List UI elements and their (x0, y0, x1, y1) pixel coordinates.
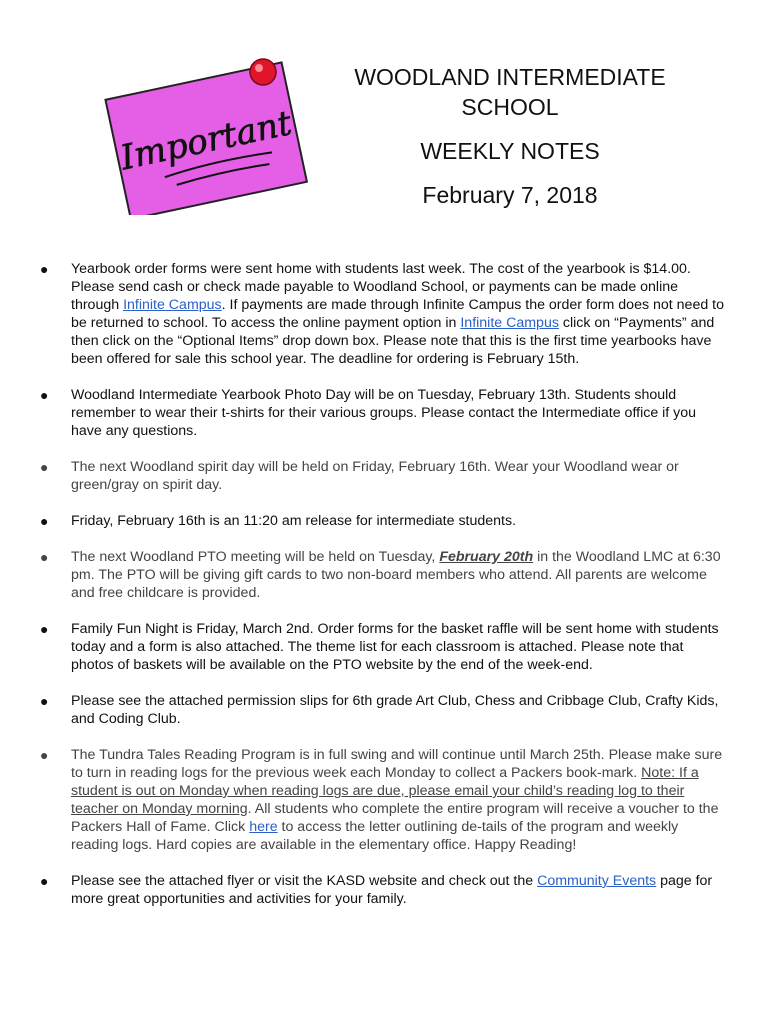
reading-text-1: The Tundra Tales Reading Program is in full swing and will continue until March 25th. Please make sure to turn in reading logs for the previous week each Monday to collect a Packers book-mark. (71, 747, 723, 781)
release-text: Friday, February 16th is an 11:20 am release for intermediate students. (71, 513, 517, 529)
bullet-icon: ● (40, 873, 49, 889)
school-name-line2: SCHOOL (461, 94, 559, 120)
pto-text-1: The next Woodland PTO meeting will be held on Tuesday, (71, 549, 440, 565)
reading-text-3: to access the letter outlining de-tails of the program and weekly reading logs. Hard copies are available in the elementary office. Happy Reading! (71, 819, 679, 853)
community-events-link[interactable]: Community Events (537, 873, 657, 889)
list-item (36, 620, 726, 674)
notes-date: February 7, 2018 (422, 182, 598, 208)
school-name-line1: WOODLAND INTERMEDIATE (354, 64, 666, 90)
note-text: Important (117, 103, 296, 179)
list-item (36, 260, 726, 368)
permission-slips-text: Please see the attached permission slips for 6th grade Art Club, Chess and Cribbage Club, Crafty Kids, and Coding Club. (71, 693, 719, 727)
here-link[interactable]: here (249, 819, 278, 835)
yearbook-text-1: Yearbook order forms were sent home with students last week. The cost of the yearbook is $14.00. Please send cash or check made payable to Woodland School, or payments can be made online through (71, 261, 691, 313)
spirit-day-text: The next Woodland spirit day will be held on Friday, February 16th. Wear your Woodland wear or green/gray on spirit day. (71, 459, 679, 493)
yearbook-text-2: . If payments are made through Infinite Campus the order form does not need to be returned to school. To access the online payment option in (71, 297, 725, 331)
list-item (36, 692, 726, 728)
bullet-icon: ● (40, 513, 49, 529)
infinite-campus-link-2[interactable]: Infinite Campus (460, 315, 559, 331)
list-item (36, 458, 726, 494)
family-fun-night-text: Family Fun Night is Friday, March 2nd. Order forms for the basket raffle will be sent home with students today and a form is also attached. The theme list for each classroom is attached. Please note that photos of baskets will be available on the PTO website by the end of the week-end. (71, 621, 719, 673)
pto-text-2: in the Woodland LMC at 6:30 pm. The PTO will be giving gift cards to two non-board members who attend. All parents are welcome and free childcare is provided. (71, 549, 721, 601)
bullet-icon: ● (40, 459, 49, 475)
red-pin-icon (250, 59, 276, 85)
list-item (36, 386, 726, 440)
bullet-icon: ● (40, 387, 49, 403)
bullet-icon: ● (40, 693, 49, 709)
bullet-icon: ● (40, 549, 49, 565)
community-text-1: Please see the attached flyer or visit the KASD website and check out the (71, 873, 538, 889)
list-item (36, 512, 726, 530)
important-note-graphic (98, 50, 313, 215)
bullet-icon: ● (40, 747, 49, 763)
infinite-campus-link[interactable]: Infinite Campus (123, 297, 222, 313)
bullet-icon: ● (40, 621, 49, 637)
important-sticky-note (98, 50, 313, 215)
pin-highlight (255, 64, 263, 72)
community-text-2: page for more great opportunities and activities for your family. (71, 873, 713, 907)
list-item (36, 548, 726, 602)
notes-list (36, 260, 726, 908)
pto-date-emphasis: February 20th (439, 549, 534, 565)
notes-title: WEEKLY NOTES (420, 138, 600, 164)
yearbook-text-3: click on “Payments” and then click on the “Optional Items” drop down box. Please note that this is the first time yearbooks have been offered for sale this school year. The deadline for ordering is February 15th. (71, 315, 715, 367)
list-item (36, 746, 726, 854)
photo-day-text: Woodland Intermediate Yearbook Photo Day will be on Tuesday, February 13th. Students should remember to wear their t-shirts for their various groups. Please contact the Intermediate office if you have any questions. (71, 387, 697, 439)
list-item (36, 872, 726, 908)
reading-text-2: . All students who complete the entire program will receive a voucher to the Packers Hall of Fame. Click (71, 801, 719, 835)
bullet-icon: ● (40, 261, 49, 277)
page-header (310, 62, 710, 210)
reading-note-underlined: Note: If a student is out on Monday when reading logs are due, please email your child’s reading log to their teacher on Monday morning (71, 765, 699, 817)
